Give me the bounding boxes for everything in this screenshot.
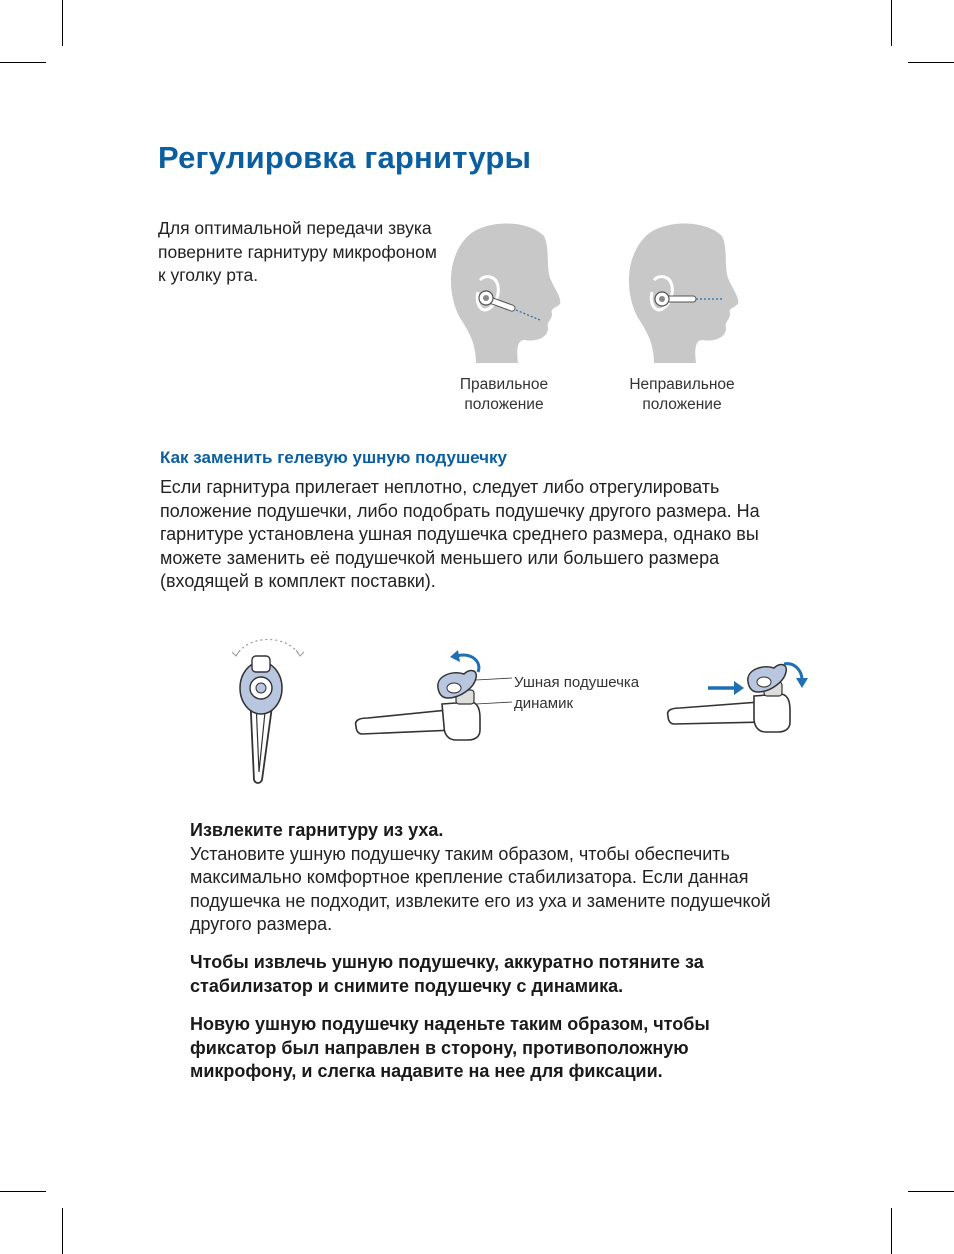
crop-mark: [0, 62, 46, 63]
crop-mark: [891, 0, 892, 46]
caption-wrong-line1: Неправильное: [629, 376, 735, 393]
label-speaker: динамик: [514, 695, 574, 712]
caption-correct: [429, 375, 579, 415]
crop-mark: [0, 1191, 46, 1192]
section-heading: Как заменить гелевую ушную подушечку: [160, 448, 507, 467]
crop-mark: [908, 62, 954, 63]
crop-mark: [62, 0, 63, 46]
caption-correct-line2: положение: [464, 396, 544, 413]
caption-wrong-line2: положение: [642, 396, 722, 413]
crop-mark: [62, 1208, 63, 1254]
crop-mark: [908, 1191, 954, 1192]
crop-mark: [891, 1208, 892, 1254]
headset-insert-eartip-illustration: [664, 652, 814, 742]
step-3: Новую ушную подушечку наденьте таким образом, чтобы фиксатор был направлен в сторону, противоположную микрофону, и слегка надавите на нее для фиксации.: [190, 1014, 710, 1081]
head-correct-position-illustration: [446, 218, 566, 368]
head-wrong-position-illustration: [624, 218, 744, 368]
page-title: Регулировка гарнитуры: [158, 140, 532, 175]
intro-text: Для оптимальной передачи звука поверните гарнитуру микрофоном к уголку рта.: [158, 218, 437, 285]
step-1-body: Установите ушную подушечку таким образом, чтобы обеспечить максимально комфортное крепление стабилизатора. Если данная подушечка не подходит, извлеките его из уха и замените подушечкой другого размера.: [190, 843, 771, 934]
caption-wrong: [607, 375, 757, 415]
step-1-title: Извлеките гарнитуру из уха.: [190, 820, 444, 840]
step-2: Чтобы извлечь ушную подушечку, аккуратно потяните за стабилизатор и снимите подушечку с динамика.: [190, 952, 704, 996]
label-eartip: Ушная подушечка: [514, 674, 640, 691]
caption-correct-line1: Правильное: [459, 376, 549, 393]
section-body: Если гарнитура прилегает неплотно, следует либо отрегулировать положение подушечки, либо подобрать подушечку другого размера. На гарнитуре установлена ушная подушечка среднего размера, однако вы можете заменить её подушечкой меньшего или большего размера (входящей в комплект поставки).: [160, 477, 760, 591]
headset-side-view-illustration: [352, 648, 512, 744]
step-1: [190, 819, 800, 937]
headset-front-view-illustration: [228, 632, 308, 792]
